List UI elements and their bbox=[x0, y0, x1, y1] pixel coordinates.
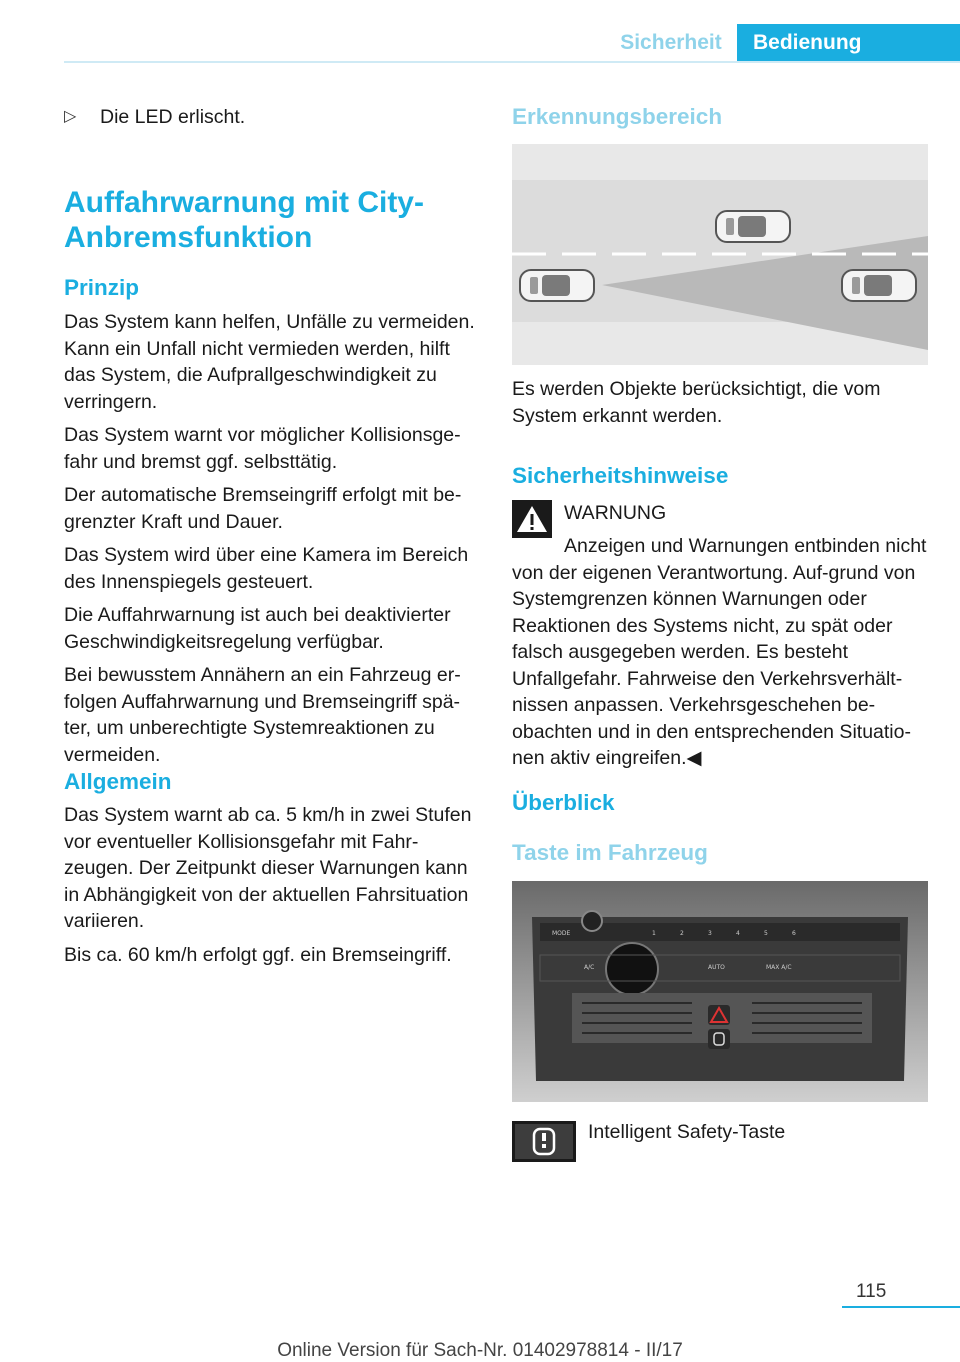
main-heading bbox=[64, 185, 484, 255]
main-heading-line1: Auffahrwarnung mit City- bbox=[64, 186, 424, 219]
header-rule bbox=[64, 61, 960, 63]
bullet-item bbox=[64, 104, 484, 131]
panel-label: A/C bbox=[584, 964, 595, 971]
detection-range-illustration bbox=[512, 144, 928, 365]
taste-heading: Taste im Fahrzeug bbox=[512, 840, 708, 865]
panel-label: 4 bbox=[736, 930, 740, 937]
knob-icon bbox=[582, 911, 602, 931]
car-icon bbox=[716, 211, 790, 242]
safety-button-icon bbox=[708, 1029, 730, 1049]
paragraph: Der automatische Bremseingriff erfolgt mit be-grenzter Kraft und Dauer. bbox=[64, 484, 462, 533]
ueberblick-heading: Überblick bbox=[512, 790, 615, 815]
tab-bedienung[interactable]: Bedienung bbox=[737, 24, 960, 62]
prinzip-heading: Prinzip bbox=[64, 275, 140, 300]
panel-label: 6 bbox=[792, 930, 796, 937]
paragraph: Das System kann helfen, Unfälle zu vermeiden. Kann ein Unfall nicht vermieden werden, hilft das System, die Aufprallgeschwindigkeit zu verringern. bbox=[64, 311, 475, 413]
panel-label: AUTO bbox=[708, 964, 725, 971]
page-number: 115 bbox=[856, 1281, 887, 1302]
paragraph: Die Auffahrwarnung ist auch bei deaktivierter Geschwindigkeitsregelung verfügbar. bbox=[64, 604, 451, 653]
allgemein-body bbox=[64, 802, 484, 975]
intelligent-safety-button-icon bbox=[512, 1121, 576, 1162]
bullet-triangle-icon: ▷ bbox=[64, 108, 77, 125]
allgemein-heading: Allgemein bbox=[64, 769, 172, 794]
main-heading-line2: Anbremsfunktion bbox=[64, 221, 313, 254]
sicherheit-heading: Sicherheitshinweise bbox=[512, 463, 729, 488]
panel-label: 5 bbox=[764, 930, 768, 937]
paragraph: Das System warnt vor möglicher Kollisionsge-fahr und bremst ggf. selbsttätig. bbox=[64, 424, 461, 473]
volume-knob-icon bbox=[606, 943, 658, 995]
panel-label: 2 bbox=[680, 930, 684, 937]
tab-sicherheit[interactable]: Sicherheit bbox=[620, 31, 722, 54]
page-number-rule bbox=[842, 1306, 960, 1308]
button-caption: Intelligent Safety-Taste bbox=[588, 1121, 786, 1143]
bullet-text: Die LED erlischt. bbox=[100, 106, 246, 128]
car-icon bbox=[842, 270, 916, 301]
prinzip-body bbox=[64, 309, 482, 775]
warning-title: WARNUNG bbox=[564, 502, 667, 524]
online-version-footer: Online Version für Sach-Nr. 01402978814 - II/17 bbox=[277, 1340, 683, 1361]
car-icon bbox=[520, 270, 594, 301]
erkennung-heading: Erkennungsbereich bbox=[512, 104, 723, 129]
paragraph: Bei bewusstem Annähern an ein Fahrzeug er-folgen Auffahrwarnung und Bremseingriff spä-ter, um unberechtigte Systemreaktionen zu vermeiden. bbox=[64, 664, 461, 766]
warning-text: Anzeigen und Warnungen entbinden nicht von der eigenen Verantwortung. Auf-grund von Systemgrenzen können Warnungen oder Reaktionen des Systems nicht, zu spät oder falsch ausgegeben werden. Es besteht Unfallgefahr. Fahrweise den Verkehrsverhält-nissen anpassen. Verkehrsgeschehen be-obachten und in den entsprechenden Situatio-nen aktiv eingreifen.◀ bbox=[512, 535, 927, 769]
panel-label: 3 bbox=[708, 930, 712, 937]
erkennung-caption: Es werden Objekte berücksichtigt, die vom System erkannt werden. bbox=[512, 378, 881, 427]
paragraph: Das System warnt ab ca. 5 km/h in zwei Stufen vor eventueller Kollisionsgefahr mit Fahr-zeugen. Der Zeitpunkt dieser Warnungen kann in Abhängigkeit von der aktuellen Fahrsituation variieren. bbox=[64, 804, 472, 932]
paragraph: Bis ca. 60 km/h erfolgt ggf. ein Bremseingriff. bbox=[64, 943, 452, 966]
panel-label: 1 bbox=[652, 930, 656, 937]
panel-label: MODE bbox=[552, 930, 571, 937]
paragraph: Das System wird über eine Kamera im Bereich des Innenspiegels gesteuert. bbox=[64, 544, 469, 593]
panel-label: MAX A/C bbox=[766, 964, 792, 971]
control-panel-photo bbox=[512, 881, 928, 1102]
